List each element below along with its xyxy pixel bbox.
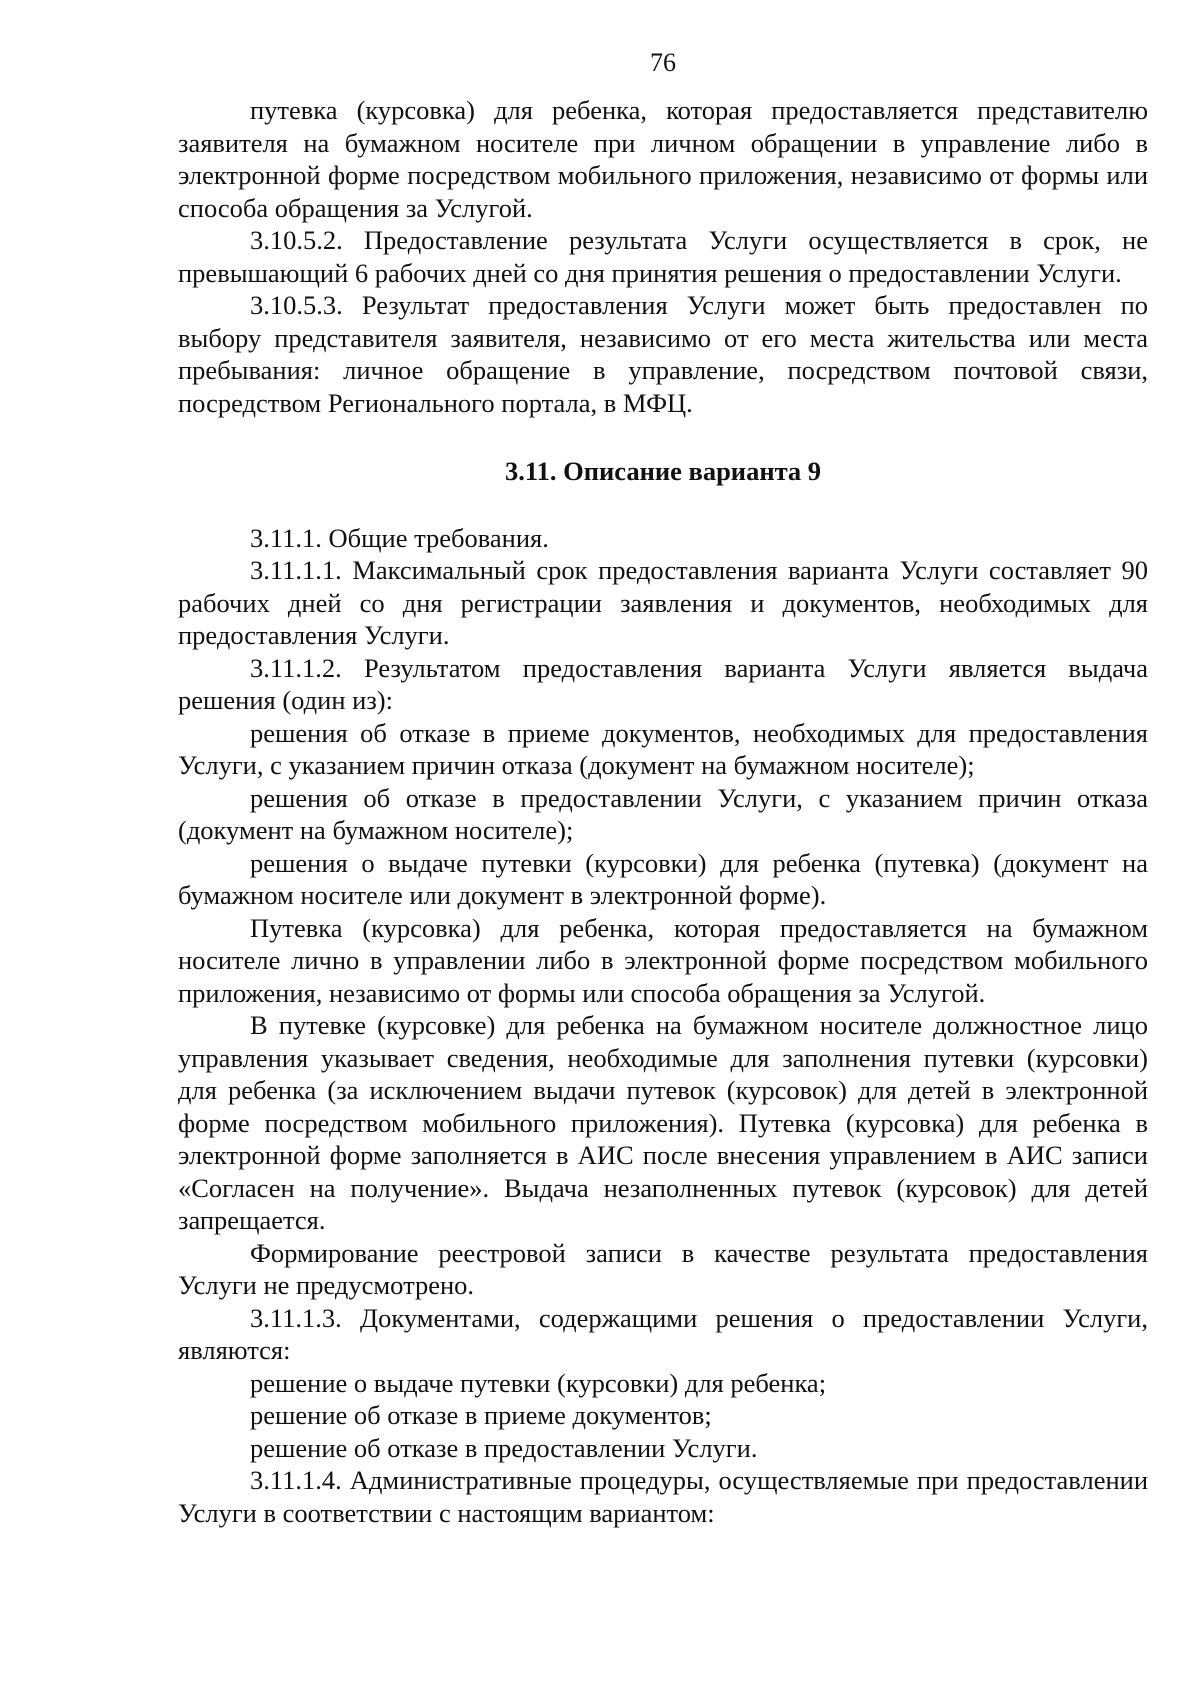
list-item: решение об отказе в предоставлении Услуги. [250, 1432, 758, 1463]
page-number: 76 [650, 48, 676, 77]
paragraph: 3.10.5.3. Результат предоставления Услуги может быть предоставлен по выбору представителя заявителя, независимо от его места жительства или места пребывания: личное обращение в управление, посредством почтовой связи, посредством Регионального портала, в МФЦ. [178, 290, 1148, 418]
list-item: решение о выдаче путевки (курсовки) для ребенка; [250, 1367, 827, 1398]
list-item: решения об отказе в приеме документов, необходимых для предоставления Услуги, с указанием причин отказа (документ на бумажном носителе); [178, 717, 1148, 780]
paragraph: 3.11.1.1. Максимальный срок предоставления варианта Услуги составляет 90 рабочих дней со дня регистрации заявления и документов, необходимых для предоставления Услуги. [178, 555, 1148, 650]
paragraph: 3.10.5.2. Предоставление результата Услуги осуществляется в срок, не превышающий 6 рабочих дней со дня принятия решения о предоставлении Услуги. [178, 225, 1148, 288]
paragraph: Путевка (курсовка) для ребенка, которая предоставляется на бумажном носителе лично в управлении либо в электронной форме посредством мобильного приложения, независимо от формы или способа обращения за Услугой. [178, 912, 1148, 1008]
paragraph: 3.11.1. Общие требования. [250, 522, 549, 553]
paragraph: 3.11.1.4. Административные процедуры, осуществляемые при предоставлении Услуги в соответствии с настоящим вариантом: [178, 1465, 1148, 1528]
document-page [178, 40, 1148, 1529]
list-item: решения об отказе в предоставлении Услуги, с указанием причин отказа (документ на бумажном носителе); [178, 782, 1148, 845]
paragraph: Формирование реестровой записи в качестве результата предоставления Услуги не предусмотрено. [178, 1237, 1148, 1300]
list-item: решения о выдаче путевки (курсовки) для ребенка (путевка) (документ на бумажном носителе или документ в электронной форме). [178, 847, 1148, 910]
list-item: решение об отказе в приеме документов; [250, 1400, 712, 1430]
paragraph: путевка (курсовка) для ребенка, которая предоставляется представителю заявителя на бумажном носителе при личном обращении в управление либо в электронной форме посредством мобильного приложения, независимо от формы или способа обращения за Услугой. [178, 95, 1148, 223]
section-heading: 3.11. Описание варианта 9 [504, 456, 822, 486]
paragraph: В путевке (курсовке) для ребенка на бумажном носителе должностное лицо управления указывает сведения, необходимые для заполнения путевки (курсовки) для ребенка (за исключением выдачи путевок (курсовок) для детей в электронной форме посредством мобильного приложения). Путевка (курсовка) для ребенка в электронной форме заполняется в АИС после внесения управлением в АИС записи «Согласен на получение». Выдача незаполненных путевок (курсовок) для детей запрещается. [178, 1010, 1148, 1235]
paragraph: 3.11.1.2. Результатом предоставления варианта Услуги является выдача решения (один из): [178, 652, 1148, 715]
paragraph: 3.11.1.3. Документами, содержащими решения о предоставлении Услуги, являются: [178, 1302, 1148, 1365]
